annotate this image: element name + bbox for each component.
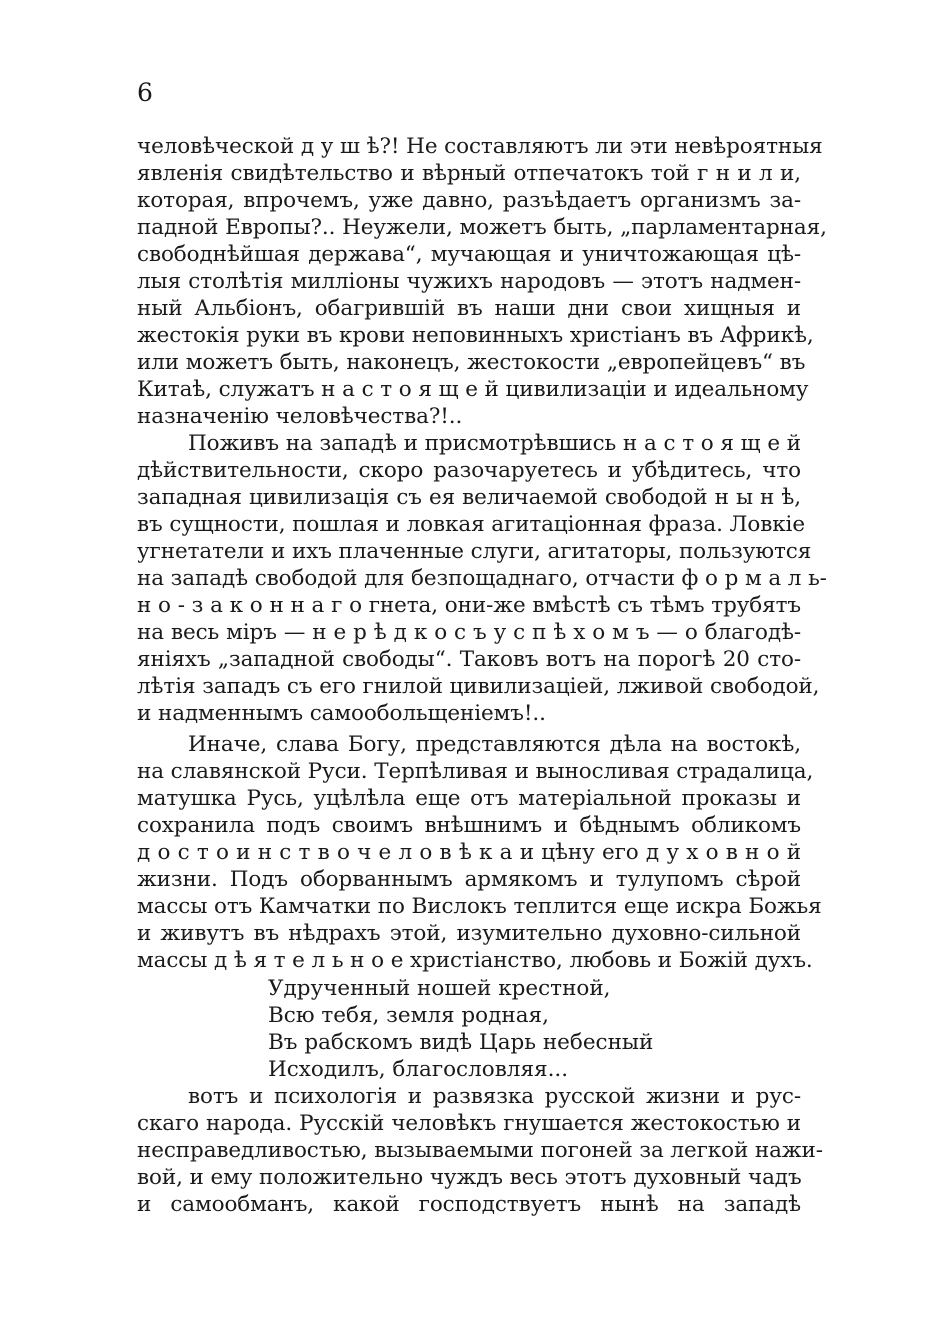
text-line: и надменнымъ самообольщеніемъ!.. xyxy=(137,701,546,726)
text-line: массы д ѣ я т е л ь н о е христіанство, любовь и Божій духъ. xyxy=(137,948,813,973)
text-line: Иначе, слава Богу, представляются дѣла на востокѣ, xyxy=(188,732,801,757)
text-line: жестокія руки въ крови неповинныхъ христіанъ въ Африкѣ, xyxy=(137,323,814,348)
verse-line: Исходилъ, благословляя... xyxy=(268,1057,569,1082)
text-line: Поживъ на западѣ и присмотрѣвшись н а с т о я щ е й xyxy=(188,431,801,456)
text-line: сохранила подъ своимъ внѣшнимъ и бѣднымъ обликомъ xyxy=(137,813,801,838)
text-line: н о - з а к о н н а г о гнета, они-же вмѣстѣ съ тѣмъ трубятъ xyxy=(137,593,801,618)
text-line: вотъ и психологія и развязка русской жизни и рус- xyxy=(188,1084,801,1109)
verse-line: Всю тебя, земля родная, xyxy=(268,1003,549,1028)
text-line: падной Европы?.. Неужели, можетъ быть, „парламентарная, xyxy=(137,215,827,240)
text-line: ный Альбіонъ, обагрившій въ наши дни свои хищныя и xyxy=(137,296,801,321)
verse-line: Въ рабскомъ видѣ Царь небесный xyxy=(268,1030,654,1055)
text-line: несправедливостью, вызываемыми погоней за легкой нажи- xyxy=(137,1138,823,1163)
text-line: лыя столѣтія милліоны чужихъ народовъ — этотъ надмен- xyxy=(137,269,801,294)
text-line: лѣтія западъ съ его гнилой цивилизаціей, лживой свободой, xyxy=(137,674,820,699)
text-line: вой, и ему положительно чуждъ весь этотъ духовный чадъ xyxy=(137,1165,802,1190)
text-line: назначенію человѣчества?!.. xyxy=(137,404,463,429)
text-line: свободнѣйшая держава“, мучающая и уничтожающая цѣ- xyxy=(137,242,801,267)
text-line: на западѣ свободой для безпощаднаго, отчасти ф о р м а л ь- xyxy=(137,566,827,591)
verse-line: Удрученный ношей крестной, xyxy=(268,976,611,1001)
text-line: явленія свидѣтельство и вѣрный отпечатокъ той г н и л и, xyxy=(137,161,801,186)
text-line: яніяхъ „западной свободы“. Таковъ вотъ на порогѣ 20 сто- xyxy=(137,647,801,672)
page-number: 6 xyxy=(137,78,153,107)
text-line: на славянской Руси. Терпѣливая и выносливая страдалица, xyxy=(137,759,814,784)
text-line: скаго народа. Русскій человѣкъ гнушается жестокостью и xyxy=(137,1111,801,1136)
text-line: и самообманъ, какой господствуетъ нынѣ на западѣ xyxy=(137,1192,801,1217)
text-line: и живутъ въ нѣдрахъ этой, изумительно духовно-сильной xyxy=(137,921,801,946)
text-line: угнетатели и ихъ плаченные слуги, агитаторы, пользуются xyxy=(137,539,812,564)
text-line: западная цивилизація съ ея величаемой свободой н ы н ѣ, xyxy=(137,485,801,510)
text-line: дѣйствительности, скоро разочаруетесь и убѣдитесь, что xyxy=(137,458,801,483)
text-line: или можетъ быть, наконецъ, жестокости „европейцевъ“ въ xyxy=(137,350,806,375)
text-line: на весь міръ — н е р ѣ д к о с ъ у с п ѣ х о м ъ — о благодѣ- xyxy=(137,620,801,645)
text-line: жизни. Подъ оборваннымъ армякомъ и тулупомъ сѣрой xyxy=(137,867,801,892)
text-line: которая, впрочемъ, уже давно, разъѣдаетъ организмъ за- xyxy=(137,188,801,213)
text-line: Китаѣ, служатъ н а с т о я щ е й цивилизаціи и идеальному xyxy=(137,377,809,402)
text-line: въ сущности, пошлая и ловкая агитаціонная фраза. Ловкіе xyxy=(137,512,805,537)
text-line: массы отъ Камчатки по Вислокъ теплится еще искра Божья xyxy=(137,894,822,919)
text-line: человѣческой д у ш ѣ?! Не составляютъ ли эти невѣроятныя xyxy=(137,134,823,159)
text-line: матушка Русь, уцѣлѣла еще отъ матеріальной проказы и xyxy=(137,786,801,811)
text-line: д о с т о и н с т в о ч е л о в ѣ к а и цѣну его д у х о в н о й xyxy=(137,840,801,865)
